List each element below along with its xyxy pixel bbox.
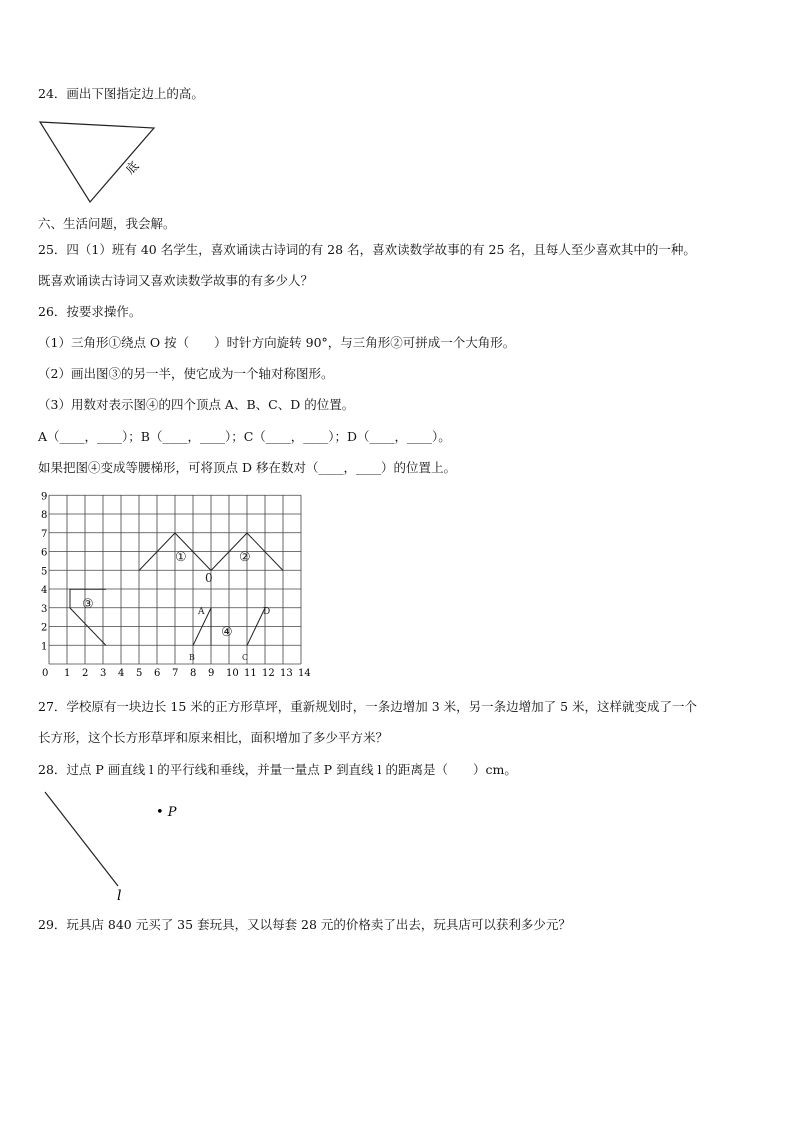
q24-triangle-figure bbox=[36, 118, 160, 208]
q26-item1: （1）三角形①绕点 O 按（ ）时针方向旋转 90°，与三角形②可拼成一个大角形。 bbox=[38, 335, 516, 350]
q25-line1: 25．四（1）班有 40 名学生，喜欢诵读古诗词的有 28 名，喜欢读数学故事的有 25 名，且每人至少喜欢其中的一种。 bbox=[38, 242, 696, 257]
q26-trapezoid: 如果把图④变成等腰梯形，可将顶点 D 移在数对（____，____）的位置上。 bbox=[38, 460, 456, 475]
q27-line1: 27．学校原有一块边长 15 米的正方形草坪，重新规划时，一条边增加 3 米，另一条边增加了 5 米，这样就变成了一个 bbox=[38, 699, 698, 714]
triangle bbox=[40, 122, 154, 202]
q29-text: 29．玩具店 840 元买了 35 套玩具，又以每套 28 元的价格卖了出去，玩具店可以获利多少元？ bbox=[38, 917, 571, 932]
x-tick-label: 0 bbox=[42, 668, 49, 679]
shape-label-C: C bbox=[242, 653, 249, 662]
y-tick-label: 9 bbox=[41, 491, 48, 503]
x-tick-label: 2 bbox=[82, 668, 89, 679]
x-tick-label: 14 bbox=[298, 668, 311, 679]
x-tick-label: 4 bbox=[118, 668, 125, 679]
x-tick-label: 6 bbox=[154, 668, 161, 679]
q25-line2: 既喜欢诵读古诗词又喜欢读数学故事的有多少人？ bbox=[38, 273, 314, 288]
line-l bbox=[45, 792, 118, 886]
x-tick-label: 7 bbox=[172, 668, 179, 679]
y-tick-label: 4 bbox=[41, 585, 48, 596]
shape-label-O: 0 bbox=[205, 571, 213, 585]
base-label: 底 bbox=[123, 158, 142, 177]
shape-label-B: B bbox=[189, 653, 195, 662]
y-tick-label: 8 bbox=[41, 510, 48, 521]
y-tick-label: 7 bbox=[41, 528, 48, 540]
shape-label-s4: ④ bbox=[221, 625, 233, 640]
q28-text: 28．过点 P 画直线 l 的平行线和垂线，并量一量点 P 到直线 l 的距离是（ ）cm。 bbox=[38, 762, 517, 777]
q24-text: 24．画出下图指定边上的高。 bbox=[38, 86, 204, 101]
x-tick-label: 5 bbox=[136, 668, 143, 679]
shape-label-s2: ② bbox=[239, 550, 251, 565]
y-tick-label: 3 bbox=[41, 603, 48, 615]
x-tick-label: 12 bbox=[262, 668, 275, 679]
q27-line2: 长方形，这个长方形草坪和原来相比，面积增加了多少平方米？ bbox=[38, 730, 389, 745]
x-tick-label: 9 bbox=[208, 668, 215, 679]
shape-label-A: A bbox=[198, 607, 205, 617]
x-tick-label: 13 bbox=[280, 668, 293, 679]
x-tick-label: 8 bbox=[190, 668, 197, 679]
q26-item2: （2）画出图③的另一半，使它成为一个轴对称图形。 bbox=[38, 366, 334, 381]
line-l-label: l bbox=[117, 888, 122, 904]
q26-title: 26．按要求操作。 bbox=[38, 304, 142, 319]
x-tick-label: 1 bbox=[64, 668, 71, 679]
x-tick-label: 3 bbox=[100, 668, 107, 679]
shape-label-s3: ③ bbox=[82, 597, 94, 612]
y-tick-label: 1 bbox=[41, 641, 48, 653]
shape-label-D: D bbox=[263, 607, 271, 617]
shape-label-s1: ① bbox=[175, 550, 187, 565]
q26-item3: （3）用数对表示图④的四个顶点 A、B、C、D 的位置。 bbox=[38, 397, 355, 412]
coordinate-grid bbox=[40, 486, 311, 682]
y-tick-label: 5 bbox=[41, 566, 48, 578]
q28-figure bbox=[38, 788, 198, 904]
y-tick-label: 6 bbox=[41, 547, 48, 559]
section-6-title: 六、生活问题，我会解。 bbox=[38, 216, 176, 231]
point-p-label: • P bbox=[156, 805, 177, 820]
x-tick-label: 10 bbox=[226, 668, 239, 679]
q26-pairs: A（____，____）；B（____，____）；C（____，____）；D（____，____）。 bbox=[38, 429, 451, 444]
x-tick-label: 11 bbox=[244, 668, 257, 679]
y-tick-label: 2 bbox=[41, 622, 48, 634]
